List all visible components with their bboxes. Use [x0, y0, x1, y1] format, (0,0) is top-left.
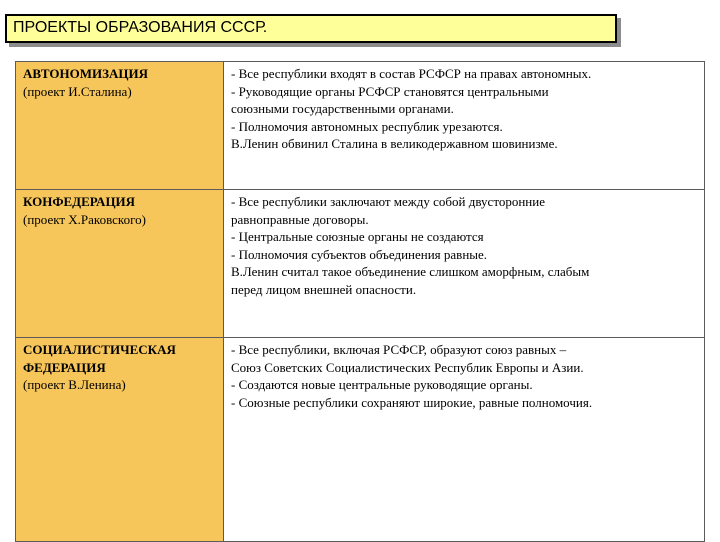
project-description-cell [224, 62, 705, 190]
description-line: - Создаются новые центральные руководящие органы. [231, 377, 533, 392]
title-banner [5, 14, 617, 43]
projects-table [15, 61, 705, 542]
project-name-cell [16, 62, 224, 190]
project-author: (проект Х.Раковского) [23, 211, 146, 227]
description-line: - Центральные союзные органы не создаются [231, 229, 484, 244]
project-name-continued: ФЕДЕРАЦИЯ [23, 359, 106, 375]
project-name: АВТОНОМИЗАЦИЯ [23, 66, 148, 81]
description-line: - Руководящие органы РСФСР становятся центральными [231, 83, 549, 99]
description-line: - Все республики входят в состав РСФСР на правах автономных. [231, 66, 592, 81]
description-line: перед лицом внешней опасности. [231, 281, 417, 297]
table-row [16, 190, 705, 338]
description-line: союзными государственными органами. [231, 101, 454, 116]
description-line: - Все республики заключают между собой двусторонние [231, 194, 545, 209]
description-line: - Все республики, включая РСФСР, образуют союз равных – [231, 342, 567, 357]
project-description-cell [224, 338, 705, 542]
description-line: - Союзные республики сохраняют широкие, равные полномочия. [231, 394, 593, 410]
project-name: СОЦИАЛИСТИЧЕСКАЯ [23, 342, 176, 357]
table-row [16, 338, 705, 542]
project-name-cell [16, 338, 224, 542]
project-name-cell [16, 190, 224, 338]
description-line: Союз Советских Социалистических Республик Европы и Азии. [231, 359, 584, 375]
description-line: В.Ленин считал такое объединение слишком аморфным, слабым [231, 264, 590, 279]
project-description-cell [224, 190, 705, 338]
project-author: (проект В.Ленина) [23, 377, 126, 392]
project-author: (проект И.Сталина) [23, 83, 132, 99]
page-title: ПРОЕКТЫ ОБРАЗОВАНИЯ СССР. [13, 19, 268, 36]
description-line: В.Ленин обвинил Сталина в великодержавном шовинизме. [231, 136, 558, 151]
project-name: КОНФЕДЕРАЦИЯ [23, 194, 136, 209]
description-line: равноправные договоры. [231, 211, 369, 227]
table-row [16, 62, 705, 190]
description-line: - Полномочия субъектов объединения равные. [231, 246, 488, 262]
description-line: - Полномочия автономных республик урезаются. [231, 118, 503, 134]
